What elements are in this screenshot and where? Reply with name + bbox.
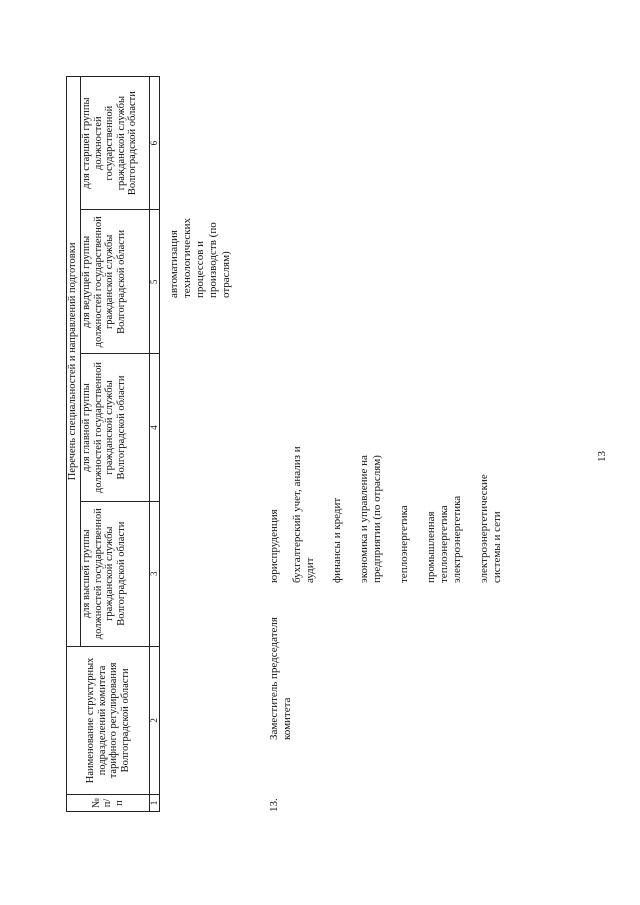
column-group-header: Перечень специальностей и направлений подготовки	[67, 77, 81, 647]
column-number: 2	[150, 646, 160, 794]
column-number: 6	[150, 77, 160, 210]
highest-group-specialties	[268, 433, 518, 583]
specialty-item: теплоэнергетика	[398, 505, 410, 583]
column-header-senior-group: для старшей группы должностей государственной гражданской службы Волгоградской области	[81, 77, 150, 210]
specialty-item: юриспруденция	[268, 509, 280, 583]
column-header-highest-group: для высшей группы должностей государственной гражданской службы Волгоградской области	[81, 501, 150, 646]
column-header-unit-name: Наименование структурных подразделений комитета тарифного регулирования Волгоградской области	[67, 646, 150, 794]
column-number: 5	[150, 210, 160, 354]
specialty-item: электроэнергетика	[451, 495, 463, 583]
page-number: 13	[596, 451, 608, 462]
table-group-row	[67, 77, 81, 812]
leading-group-specialty: автоматизация технологических процессов и производств (по отраслям)	[168, 218, 232, 298]
specialty-item: промышленная теплоэнергетика	[425, 505, 450, 583]
column-number: 3	[150, 501, 160, 646]
column-header-number: № п/п	[67, 794, 150, 811]
specialties-table-header	[66, 76, 160, 812]
row-number: 13.	[268, 798, 280, 812]
specialty-item: электроэнергетические системы и сети	[478, 474, 503, 583]
column-number-row	[150, 77, 160, 812]
position-title: Заместитель председателя комитета	[268, 617, 293, 740]
column-number: 1	[150, 794, 160, 811]
specialty-item: финансы и кредит	[331, 497, 343, 583]
specialty-item: экономика и управление на предприятии (по отраслям)	[358, 455, 383, 583]
specialty-item: бухгалтерский учет, анализ и аудит	[291, 446, 316, 583]
column-header-leading-group: для ведущей группы должностей государственной гражданской службы Волгоградской области	[81, 210, 150, 354]
column-header-main-group: для главной группы должностей государственной гражданской службы Волгоградской области	[81, 354, 150, 501]
column-number: 4	[150, 354, 160, 501]
